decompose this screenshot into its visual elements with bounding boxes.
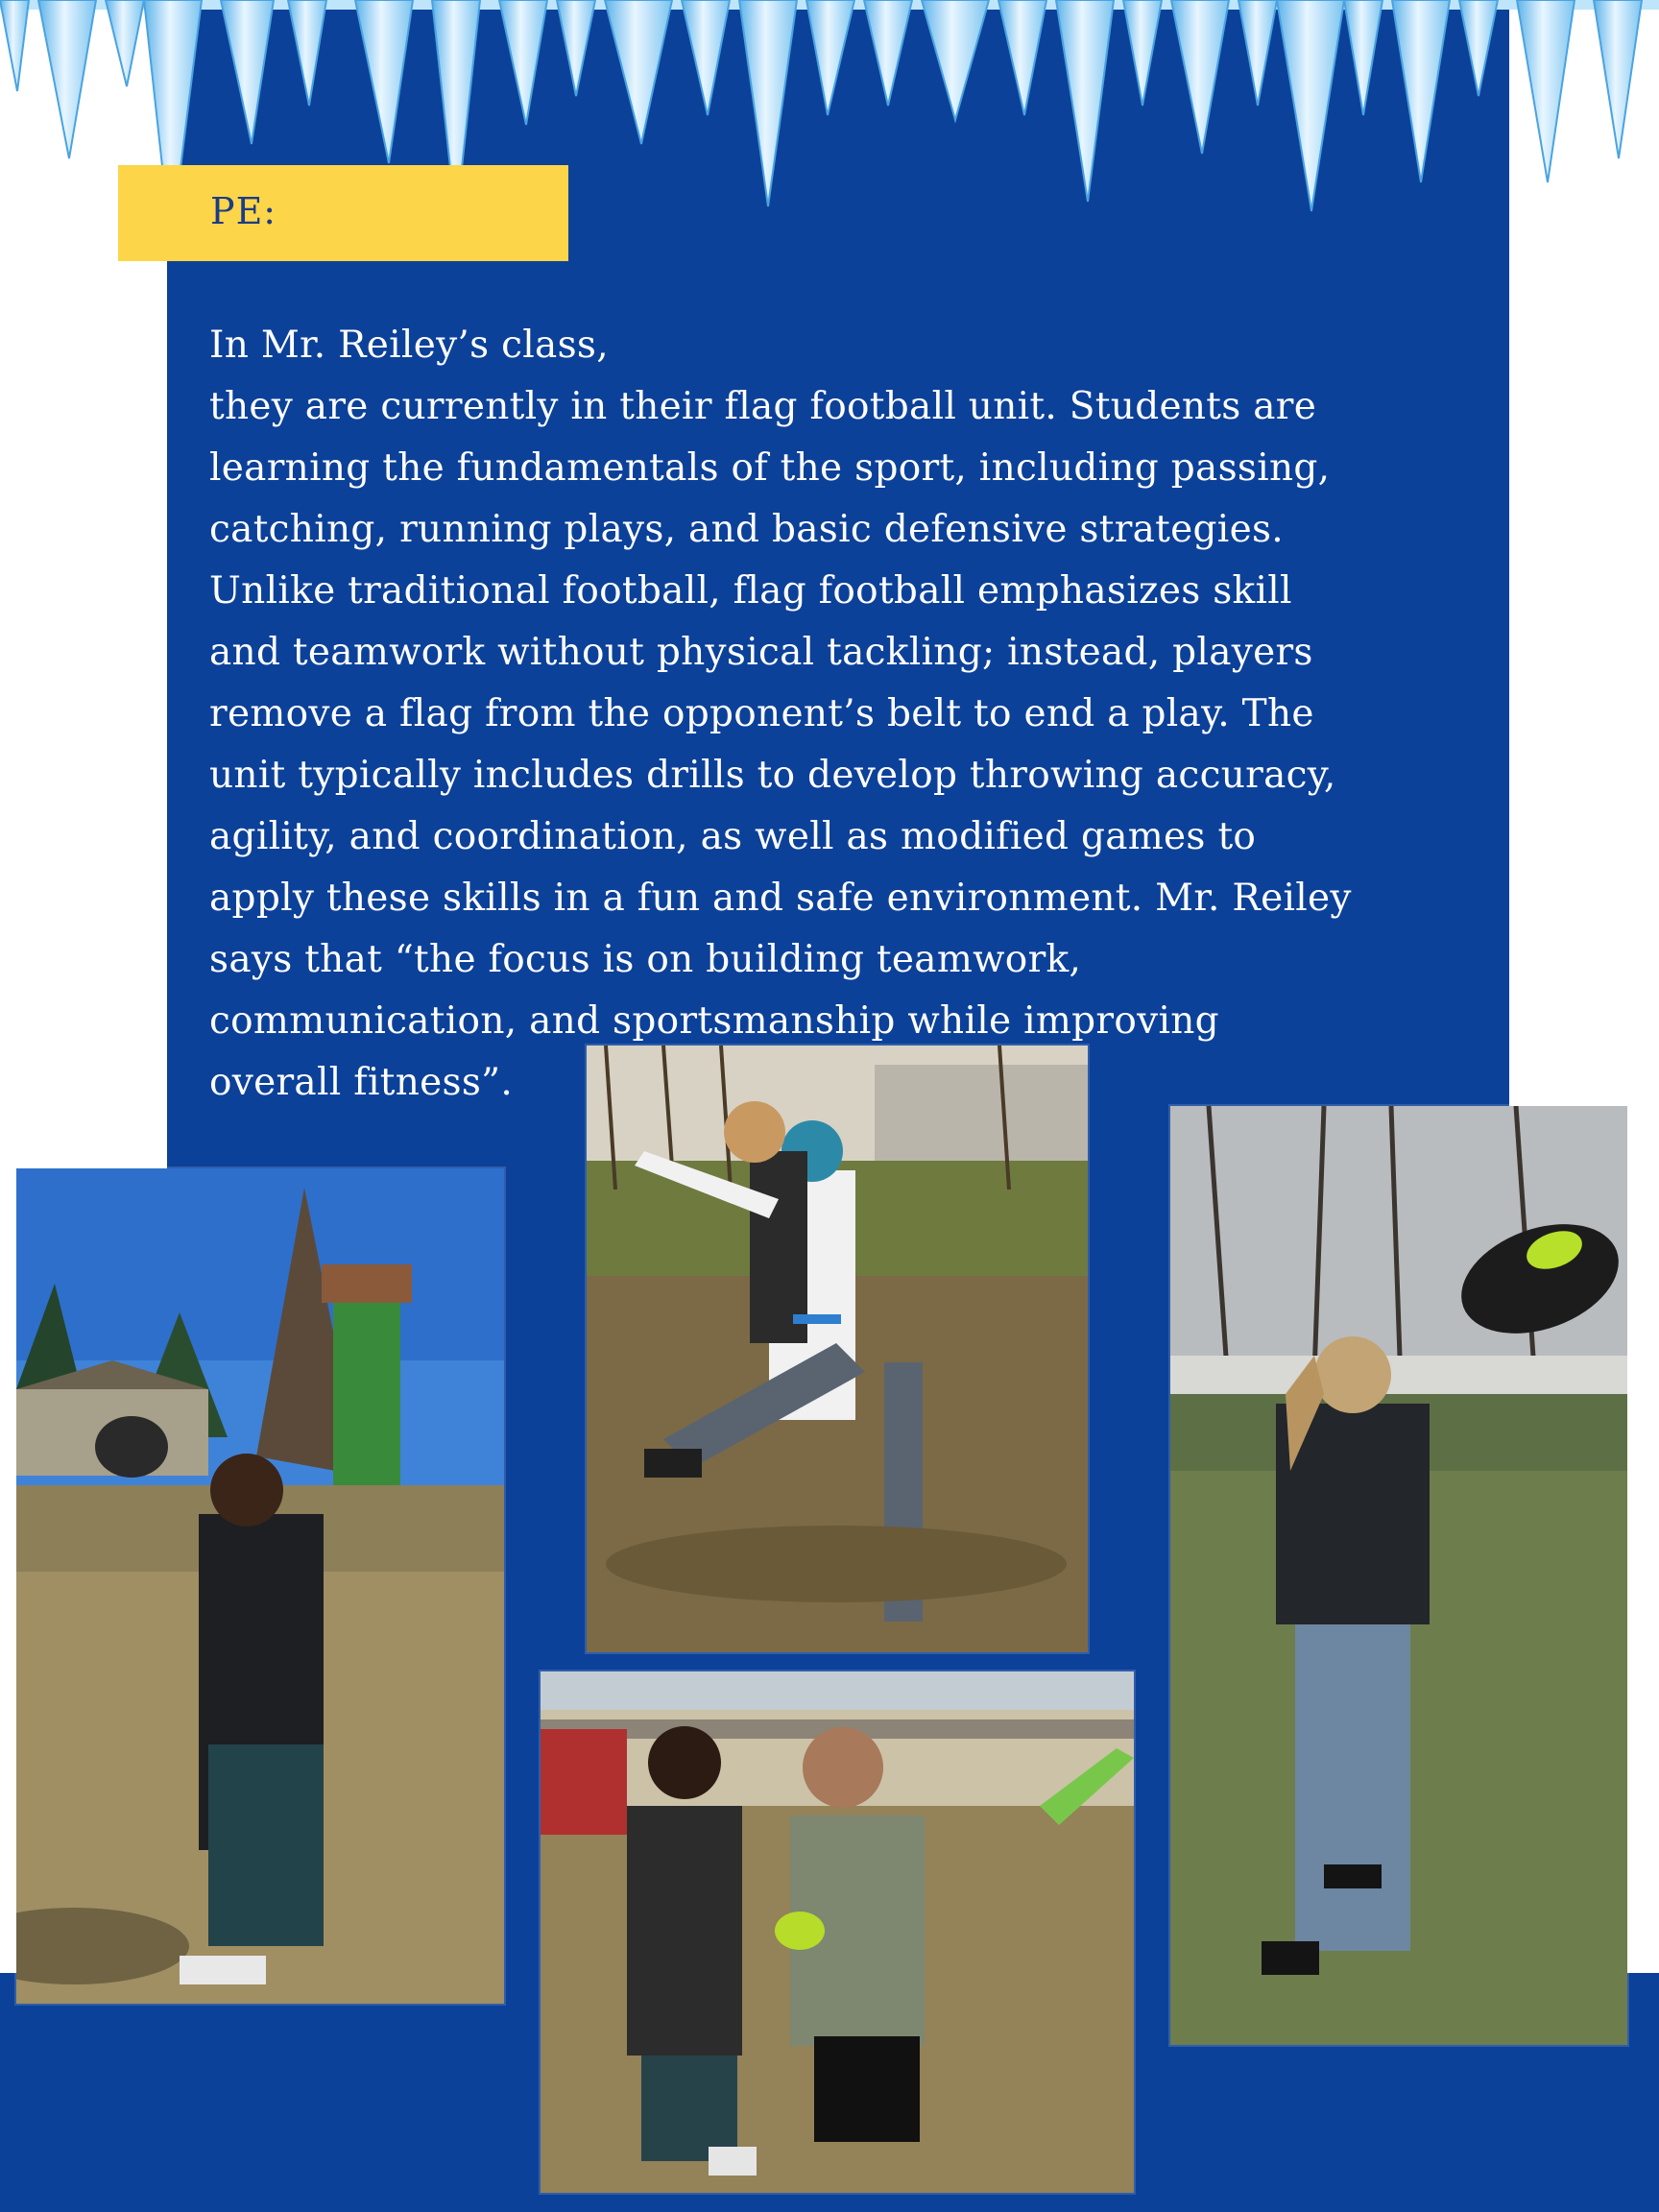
article-line: learning the fundamentals of the sport, including passing, xyxy=(209,446,1331,490)
photo-student-catching xyxy=(1170,1106,1627,2045)
article-body xyxy=(209,315,1496,1114)
article-line: catching, running plays, and basic defensive strategies. xyxy=(209,508,1284,551)
article-line: communication, and sportsmanship while improving xyxy=(209,999,1219,1043)
article-line: In Mr. Reiley’s class, xyxy=(209,324,609,367)
article-line: unit typically includes drills to develop throwing accuracy, xyxy=(209,754,1336,797)
article-line: Unlike traditional football, flag football emphasizes skill xyxy=(209,569,1292,613)
article-line: and teamwork without physical tackling; instead, players xyxy=(209,631,1313,674)
article-line: overall fitness”. xyxy=(209,1061,514,1104)
article-line: they are currently in their flag football unit. Students are xyxy=(209,385,1317,428)
article-line: says that “the focus is on building teamwork, xyxy=(209,938,1082,981)
section-label-box xyxy=(118,165,568,261)
photo-student-throwing xyxy=(16,1168,504,2004)
photo-students-running xyxy=(541,1671,1134,2193)
article-line: remove a flag from the opponent’s belt to end a play. The xyxy=(209,692,1314,735)
article-line: apply these skills in a fun and safe environment. Mr. Reiley xyxy=(209,877,1352,920)
section-label: PE: xyxy=(210,190,277,232)
photo-students-kicking xyxy=(587,1046,1088,1652)
article-line: agility, and coordination, as well as modified games to xyxy=(209,815,1257,858)
